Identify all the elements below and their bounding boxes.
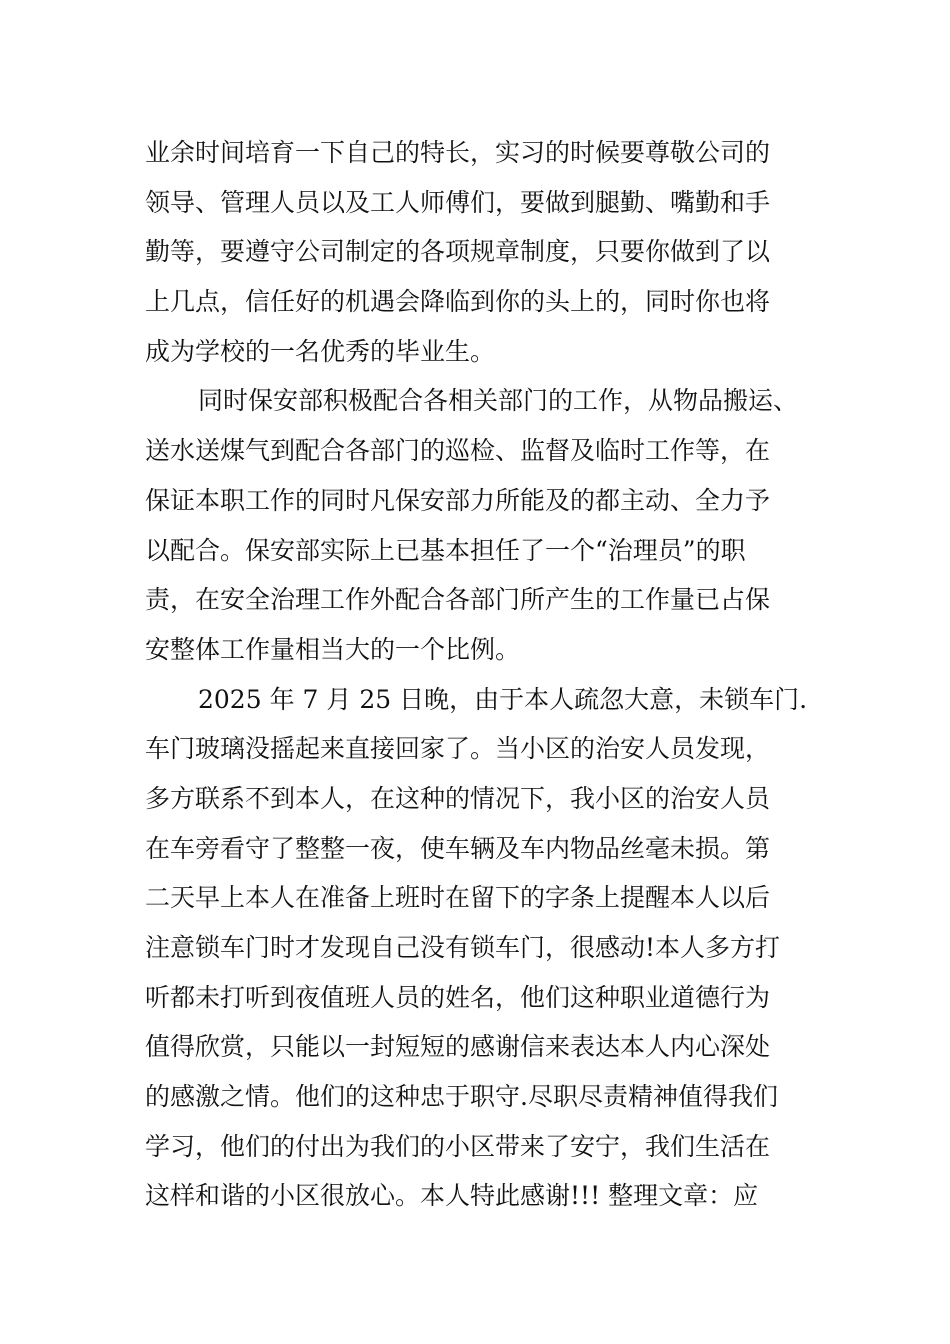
text-line: 责，在安全治理工作外配合各部门所产生的工作量已占保 <box>145 585 771 615</box>
text-line: 业余时间培育一下自己的特长，实习的时候要尊敬公司的 <box>145 138 771 167</box>
text-line: 车门玻璃没摇起来直接回家了。当小区的治安人员发现， <box>145 734 771 764</box>
text-line: 保证本职工作的同时凡保安部力所能及的都主动、全力予 <box>145 485 771 515</box>
text-line: 这样和谐的小区很放心。本人特此感谢!!! 整理文章：应 <box>145 1181 759 1211</box>
text-line: 多方联系不到本人，在这种的情况下，我小区的治安人员 <box>145 783 771 813</box>
text-line: 安整体工作量相当大的一个比例。 <box>145 634 521 664</box>
document-body <box>145 128 825 1221</box>
text-line: 领导、管理人员以及工人师傅们，要做到腿勤、嘴勤和手 <box>145 187 771 217</box>
text-line: 以配合。保安部实际上已基本担任了一个“治理员”的职 <box>145 535 746 565</box>
text-line: 成为学校的一名优秀的毕业生。 <box>145 336 496 366</box>
text-line: 学习，他们的付出为我们的小区带来了安宁，我们生活在 <box>145 1131 771 1161</box>
text-line: 二天早上本人在准备上班时在留下的字条上提醒本人以后 <box>145 883 771 913</box>
text-line: 2025 年 7 月 25 日晚，由于本人疏忽大意，未锁车门. <box>198 684 808 714</box>
paragraph-3 <box>145 675 825 1222</box>
text-line: 注意锁车门时才发现自己没有锁车门，很感动!本人多方打 <box>145 933 781 962</box>
text-line: 的感激之情。他们的这种忠于职守.尽职尽责精神值得我们 <box>145 1082 778 1112</box>
text-line: 在车旁看守了整整一夜，使车辆及车内物品丝毫未损。第 <box>145 833 771 863</box>
paragraph-1 <box>145 128 825 376</box>
paragraph-2 <box>145 376 825 674</box>
text-line: 上几点，信任好的机遇会降临到你的头上的，同时你也将 <box>145 287 771 317</box>
text-line: 勤等，要遵守公司制定的各项规章制度，只要你做到了以 <box>145 237 771 267</box>
text-line: 送水送煤气到配合各部门的巡检、监督及临时工作等，在 <box>145 436 771 466</box>
text-line: 同时保安部积极配合各相关部门的工作，从物品搬运、 <box>198 386 799 416</box>
text-line: 听都未打听到夜值班人员的姓名，他们这种职业道德行为 <box>145 982 771 1012</box>
text-line: 值得欣赏，只能以一封短短的感谢信来表达本人内心深处 <box>145 1032 771 1062</box>
